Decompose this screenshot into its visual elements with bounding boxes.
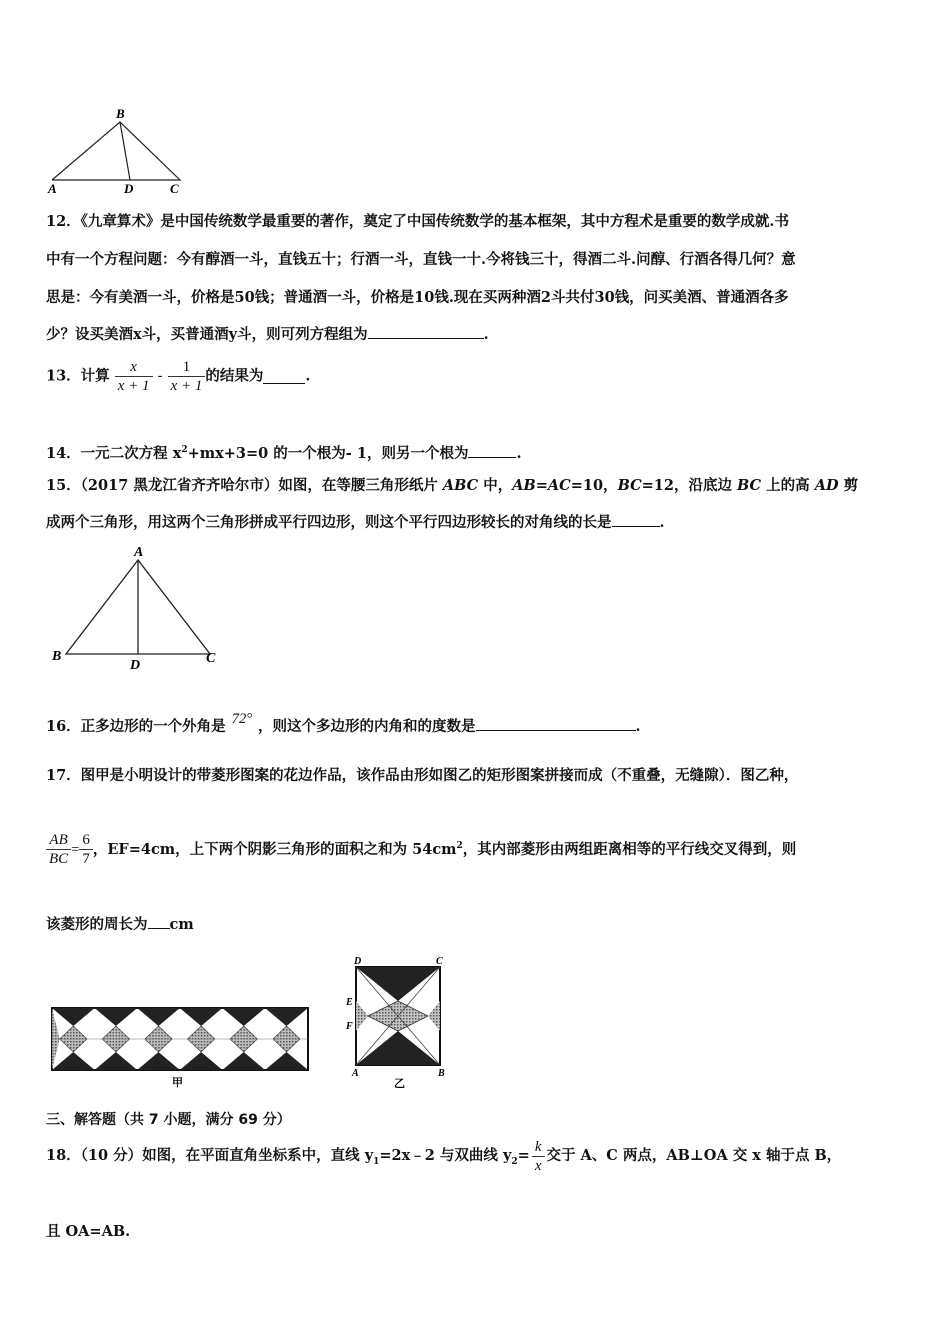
text: ，则这个多边形的内角和的度数是	[258, 718, 476, 735]
text: 上的高	[761, 477, 815, 494]
text: =10，	[570, 477, 618, 494]
q17-line-2	[46, 826, 796, 870]
denominator: BC	[46, 849, 71, 868]
label-c: C	[206, 651, 216, 666]
text: =12，沿底边	[641, 477, 738, 494]
label-a: A	[48, 181, 57, 196]
figure-jia-border-strip	[48, 1000, 312, 1090]
answer-blank	[148, 914, 170, 929]
q12-text: 少？设买美酒x斗，买普通酒y斗，则可列方程组为	[46, 326, 368, 343]
fraction-x-over-x-plus-1	[115, 358, 153, 395]
figure-triangle-abdc	[44, 100, 194, 196]
label-d: D	[130, 658, 141, 672]
label-e: E	[346, 997, 353, 1008]
label-d: D	[354, 956, 362, 967]
fraction-6-over-7	[79, 831, 93, 868]
label-c: C	[436, 956, 443, 967]
q12-line-2: 中有一个方程问题：今有醇酒一斗，直钱五十；行酒一斗，直钱一十.今将钱三十，得酒二斗.问醇、行酒各得几何？意	[46, 251, 796, 268]
numerator: 1	[182, 359, 191, 375]
fraction-ab-over-bc	[46, 831, 71, 868]
denominator: x	[532, 1156, 545, 1175]
subscript: 2	[511, 1156, 518, 1167]
equals-sign: =	[517, 1147, 530, 1164]
minus-sign: -	[157, 368, 163, 385]
text: =2x﹣2 与双曲线 y	[379, 1147, 512, 1164]
text: 16．正多边形的一个外角是	[46, 718, 226, 735]
q17-line-3	[46, 914, 194, 935]
answer-blank	[476, 716, 636, 731]
q13	[46, 358, 310, 395]
period: .	[635, 718, 641, 735]
numerator: x	[130, 359, 137, 375]
figure-isosceles-triangle	[46, 542, 226, 672]
superscript: 2	[181, 445, 188, 455]
period: .	[305, 367, 311, 385]
q14-post: +mx+3=0 的一个根为- 1，则另一个根为	[187, 444, 469, 462]
q16	[46, 711, 641, 737]
text: 交于 A、C 两点，AB⊥OA 交 x 轴于点 B，	[546, 1147, 842, 1164]
answer-blank	[368, 324, 484, 339]
text: 剪	[838, 477, 859, 494]
caption-jia: 甲	[172, 1077, 183, 1089]
figure-yi-rectangle	[340, 955, 450, 1091]
unit: cm	[169, 916, 194, 933]
numerator: AB	[49, 832, 68, 849]
period: .	[483, 326, 489, 343]
label-b: B	[438, 1068, 445, 1079]
italic-bc: BC	[617, 477, 642, 494]
text: 中，	[478, 477, 513, 494]
label-c: C	[170, 181, 179, 196]
fraction-k-over-x	[532, 1138, 545, 1175]
denominator: 7	[79, 849, 93, 868]
italic-bc: BC	[737, 477, 762, 494]
period: .	[516, 444, 522, 462]
q13-pre: 13．计算	[46, 367, 110, 385]
q18-line-1	[46, 1132, 841, 1186]
label-b: B	[52, 649, 62, 664]
q12-line-3: 思是：今有美酒一斗，价格是50钱；普通酒一斗，价格是10钱.现在买两种酒2斗共付30钱，问买美酒、普通酒各多	[46, 289, 789, 306]
italic-ad: AD	[814, 477, 839, 494]
label-f: F	[346, 1021, 353, 1032]
superscript: 2	[456, 841, 463, 851]
label-b: B	[116, 106, 125, 121]
numerator: 6	[82, 832, 90, 849]
angle-value: 72°	[231, 711, 252, 727]
q17-line-1: 17．图甲是小明设计的带菱形图案的花边作品，该作品由形如图乙的矩形图案拼接而成（不重叠，无缝隙）．图乙种，	[46, 767, 799, 784]
q12-line-4	[46, 324, 489, 345]
text: 该菱形的周长为	[46, 916, 148, 933]
answer-blank	[612, 512, 660, 527]
numerator: k	[534, 1138, 542, 1155]
denominator: x + 1	[168, 376, 206, 395]
label-a: A	[134, 545, 144, 560]
label-d: D	[124, 181, 134, 196]
denominator: x + 1	[115, 376, 153, 395]
equals-sign: =	[71, 841, 80, 858]
italic-ab-ac: AB=AC	[512, 477, 571, 494]
fraction-1-over-x-plus-1	[168, 358, 206, 395]
q15-line-1	[46, 476, 858, 496]
label-a: A	[352, 1068, 359, 1079]
q13-post: 的结果为	[205, 367, 264, 385]
text: ，其内部菱形由两组距离相等的平行线交叉得到，则	[462, 840, 797, 858]
period: .	[659, 514, 665, 531]
q14-pre: 14．一元二次方程 x	[46, 444, 182, 462]
text: 18．（10 分）如图，在平面直角坐标系中，直线 y	[46, 1147, 374, 1164]
caption-yi: 乙	[394, 1078, 405, 1090]
section-heading: 三、解答题（共 7 小题，满分 69 分）	[46, 1112, 291, 1128]
q15-line-2	[46, 512, 665, 533]
text: 15．（2017 黑龙江省齐齐哈尔市）如图，在等腰三角形纸片	[46, 477, 443, 494]
q14	[46, 440, 522, 464]
text: 成两个三角形，用这两个三角形拼成平行四边形，则这个平行四边形较长的对角线的长是	[46, 514, 612, 531]
italic-abc: ABC	[442, 477, 479, 494]
answer-blank	[468, 443, 516, 458]
q18-line-2: 且 OA=AB.	[46, 1223, 131, 1240]
q12-line-1: 12．《九章算术》是中国传统数学最重要的著作，奠定了中国传统数学的基本框架，其中方程术是重要的数学成就.书	[46, 213, 789, 230]
subscript: 1	[373, 1156, 380, 1167]
text: ，EF=4cm，上下两个阴影三角形的面积之和为 54cm	[92, 840, 457, 858]
answer-blank	[263, 369, 305, 384]
